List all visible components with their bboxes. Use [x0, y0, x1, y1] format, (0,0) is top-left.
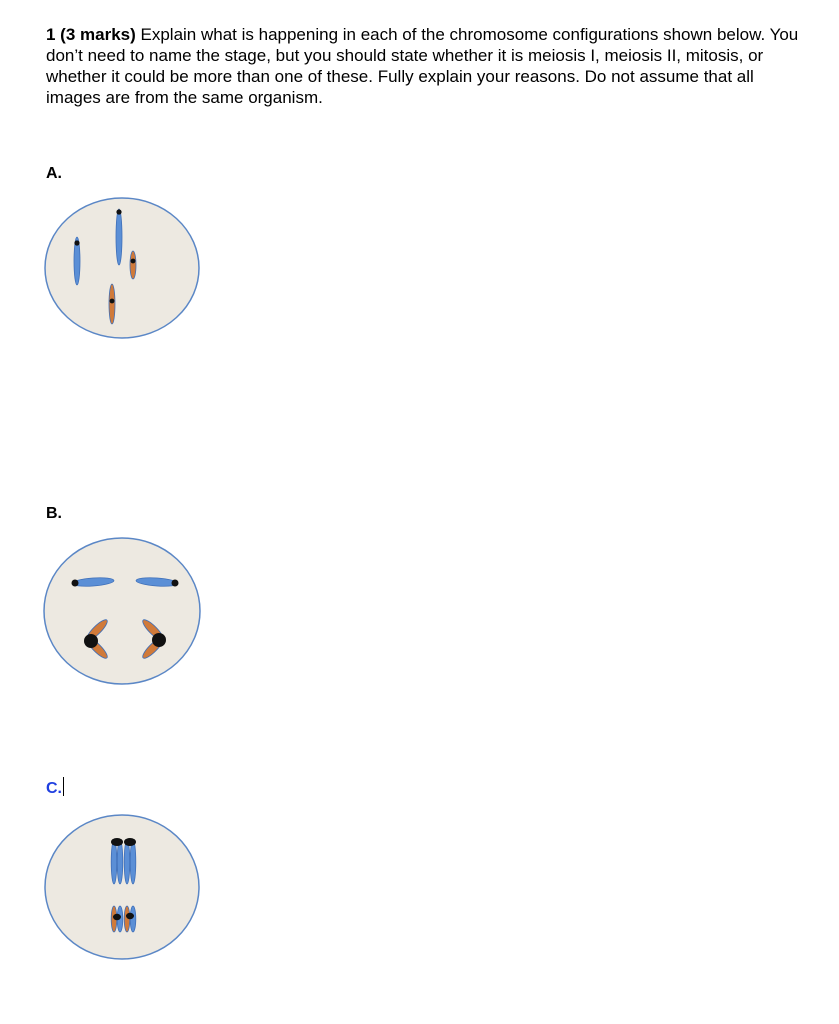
- cell-membrane: [44, 538, 200, 684]
- question-body: Explain what is happening in each of the chromosome configurations shown below. You don’t need to name the stage, but you should state whether it is meiosis I, meiosis II, mitosis, or whether it could be more than one of these. Fully explain your reasons. Do not assume that all images are from the same organism.: [46, 25, 799, 107]
- chromosome: [74, 237, 80, 285]
- figure-b-cell: [40, 536, 205, 688]
- chromosome: [130, 251, 136, 279]
- figure-b-label: B.: [46, 505, 62, 522]
- figure-a-cell: [40, 195, 205, 345]
- cell-membrane: [45, 198, 199, 338]
- figure-c-label-text: C.: [46, 780, 62, 797]
- figure-a-label: A.: [46, 165, 62, 182]
- question-marks: 1 (3 marks): [46, 25, 136, 44]
- chromosome: [116, 209, 122, 265]
- question-text: [46, 24, 806, 108]
- figure-c-cell: [40, 812, 205, 964]
- chromosome: [109, 284, 115, 324]
- cell-membrane: [45, 815, 199, 959]
- text-cursor: [63, 777, 64, 796]
- figure-c-label[interactable]: [46, 777, 64, 798]
